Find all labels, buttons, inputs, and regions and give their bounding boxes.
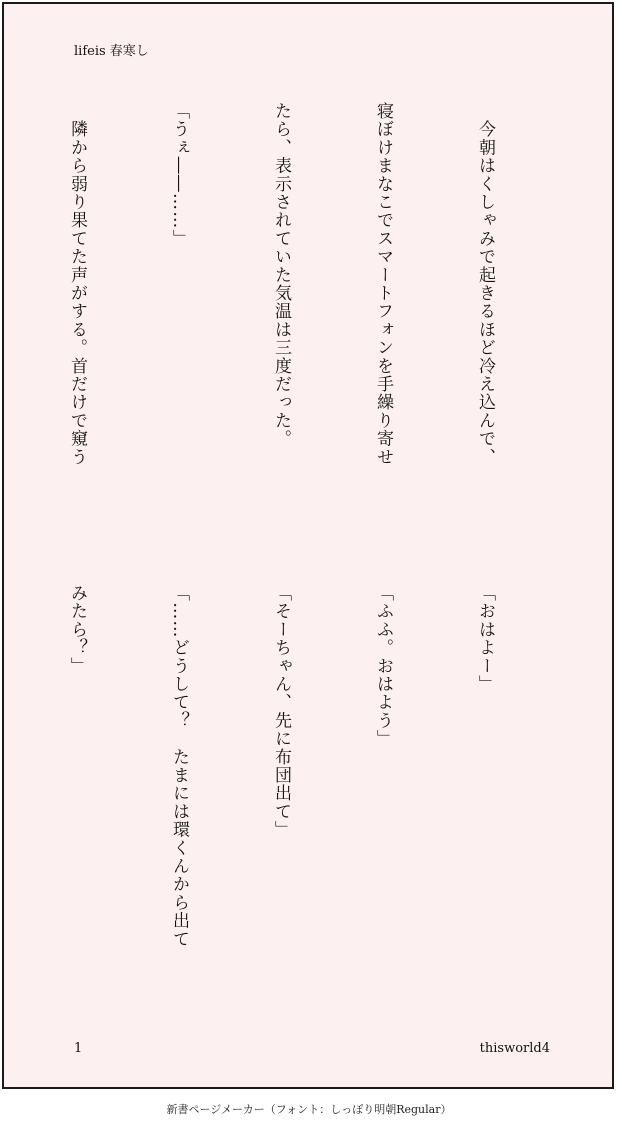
text-line: 「そーちゃん、先に布団出て」: [271, 584, 291, 839]
text-line: 寝ぼけまなこでスマートフォンを手繰り寄せ: [373, 102, 393, 466]
text-line: 隣から弱り果てた声がする。首だけで窺う: [67, 102, 87, 466]
page-header-title: lifeis 春寒し: [74, 44, 149, 59]
text-block-lower: [0, 584, 570, 1009]
author-name: thisworld4: [479, 1041, 550, 1056]
text-line: 「うぇ――……」: [169, 102, 189, 248]
generator-caption: 新書ページメーカー（フォント：しっぽり明朝Regular）: [166, 1103, 452, 1116]
text-block-upper: [0, 102, 570, 527]
text-line: たら、表示されていた気温は三度だった。: [271, 102, 291, 448]
text-line: 「……どうして？ たまには環くんから出て: [169, 584, 189, 948]
text-line: みたら？」: [67, 584, 87, 675]
text-line: 「おはよー」: [475, 584, 495, 694]
text-line: 「ふふ。おはよう」: [373, 584, 393, 748]
text-line: 今朝はくしゃみで起きるほど冷え込んで、: [475, 102, 495, 466]
novel-page: [2, 2, 614, 1089]
page-number: 1: [74, 1041, 83, 1056]
